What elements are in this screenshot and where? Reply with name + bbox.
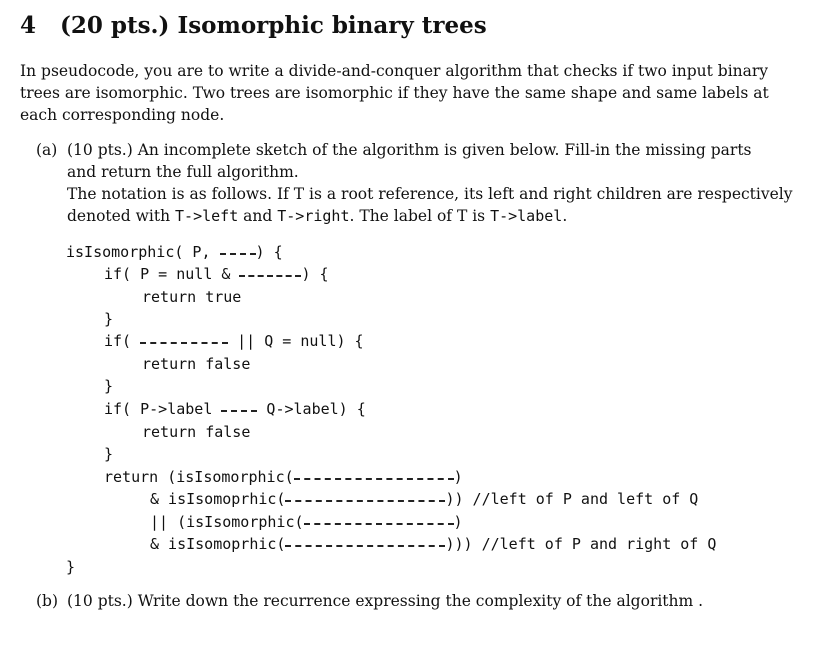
code-text: & isIsomoprhic(: [150, 535, 286, 553]
code-line-signature: [66, 241, 283, 263]
code-text: || (isIsomorphic(: [150, 513, 304, 531]
code-line-close-brace: }: [104, 445, 114, 463]
code-line-final-brace: }: [66, 558, 76, 576]
code-line-return-true: return true: [142, 288, 242, 306]
code-text: & isIsomoprhic(: [150, 490, 286, 508]
code-text: ) {: [255, 243, 283, 261]
blank-param: [220, 253, 256, 255]
code-line-return-false: return false: [142, 423, 251, 441]
question-number: 4: [20, 12, 37, 39]
code-line-if-null: [104, 263, 329, 285]
part-a-line-2: and return the full algorithm.: [67, 163, 299, 181]
code-text: Q->label) {: [257, 400, 366, 418]
code-text: if( P = null &: [104, 265, 240, 283]
code-line-close-brace: }: [104, 310, 114, 328]
blank-arg-4: [285, 545, 445, 547]
code-text: ): [453, 513, 463, 531]
part-a-text: [67, 139, 793, 227]
label-code: T->label: [490, 207, 563, 225]
code-line-close-brace: }: [104, 377, 114, 395]
part-a-notation-line-1: The notation is as follows. If T is a root reference, its left and right children are respectively: [67, 185, 793, 203]
blank-arg-1: [294, 478, 454, 480]
blank-arg-2: [285, 500, 445, 502]
right-child-code: T->right: [277, 207, 350, 225]
part-b-text: (10 pts.) Write down the recurrence expressing the complexity of the algorithm .: [67, 592, 704, 610]
code-line-or: [150, 511, 463, 533]
code-text: isIsomorphic( P,: [66, 243, 220, 261]
code-line-and-1: [150, 488, 698, 510]
intro-paragraph: [20, 60, 769, 126]
code-line-return-false: return false: [142, 355, 251, 373]
blank-label-operator: [221, 410, 257, 412]
code-line-and-2: [150, 533, 716, 555]
code-line-return: [104, 466, 463, 488]
blank-null-check: [239, 275, 301, 277]
label-text: . The label of T is: [349, 207, 491, 225]
part-a-notation-line-2: [67, 205, 793, 227]
left-child-code: T->left: [175, 207, 239, 225]
code-text: || Q = null) {: [228, 332, 364, 350]
code-line-if-or: [104, 330, 364, 352]
code-text: ))) //left of P and right of Q: [445, 535, 717, 553]
code-text: return (isIsomorphic(: [104, 468, 294, 486]
part-a-marker: (a): [36, 141, 58, 159]
period: .: [562, 207, 568, 225]
intro-line-1: In pseudocode, you are to write a divide-and-conquer algorithm that checks if two input binary: [20, 62, 769, 80]
and-word: and: [238, 207, 278, 225]
code-text: if(: [104, 332, 141, 350]
part-a-line-1: (10 pts.) An incomplete sketch of the algorithm is given below. Fill-in the missing parts: [67, 141, 752, 159]
blank-or-condition: [140, 342, 228, 344]
question-heading: [20, 12, 487, 39]
code-text: ) {: [301, 265, 329, 283]
code-line-if-label: [104, 398, 366, 420]
notation-text: denoted with: [67, 207, 176, 225]
part-b-marker: (b): [36, 592, 59, 610]
question-title: (20 pts.) Isomorphic binary trees: [60, 12, 487, 39]
intro-line-3: each corresponding node.: [20, 106, 225, 124]
code-text: ): [453, 468, 463, 486]
blank-arg-3: [304, 523, 454, 525]
code-text: if( P->label: [104, 400, 222, 418]
intro-line-2: trees are isomorphic. Two trees are isomorphic if they have the same shape and same labels at: [20, 84, 769, 102]
code-text: )) //left of P and left of Q: [445, 490, 699, 508]
